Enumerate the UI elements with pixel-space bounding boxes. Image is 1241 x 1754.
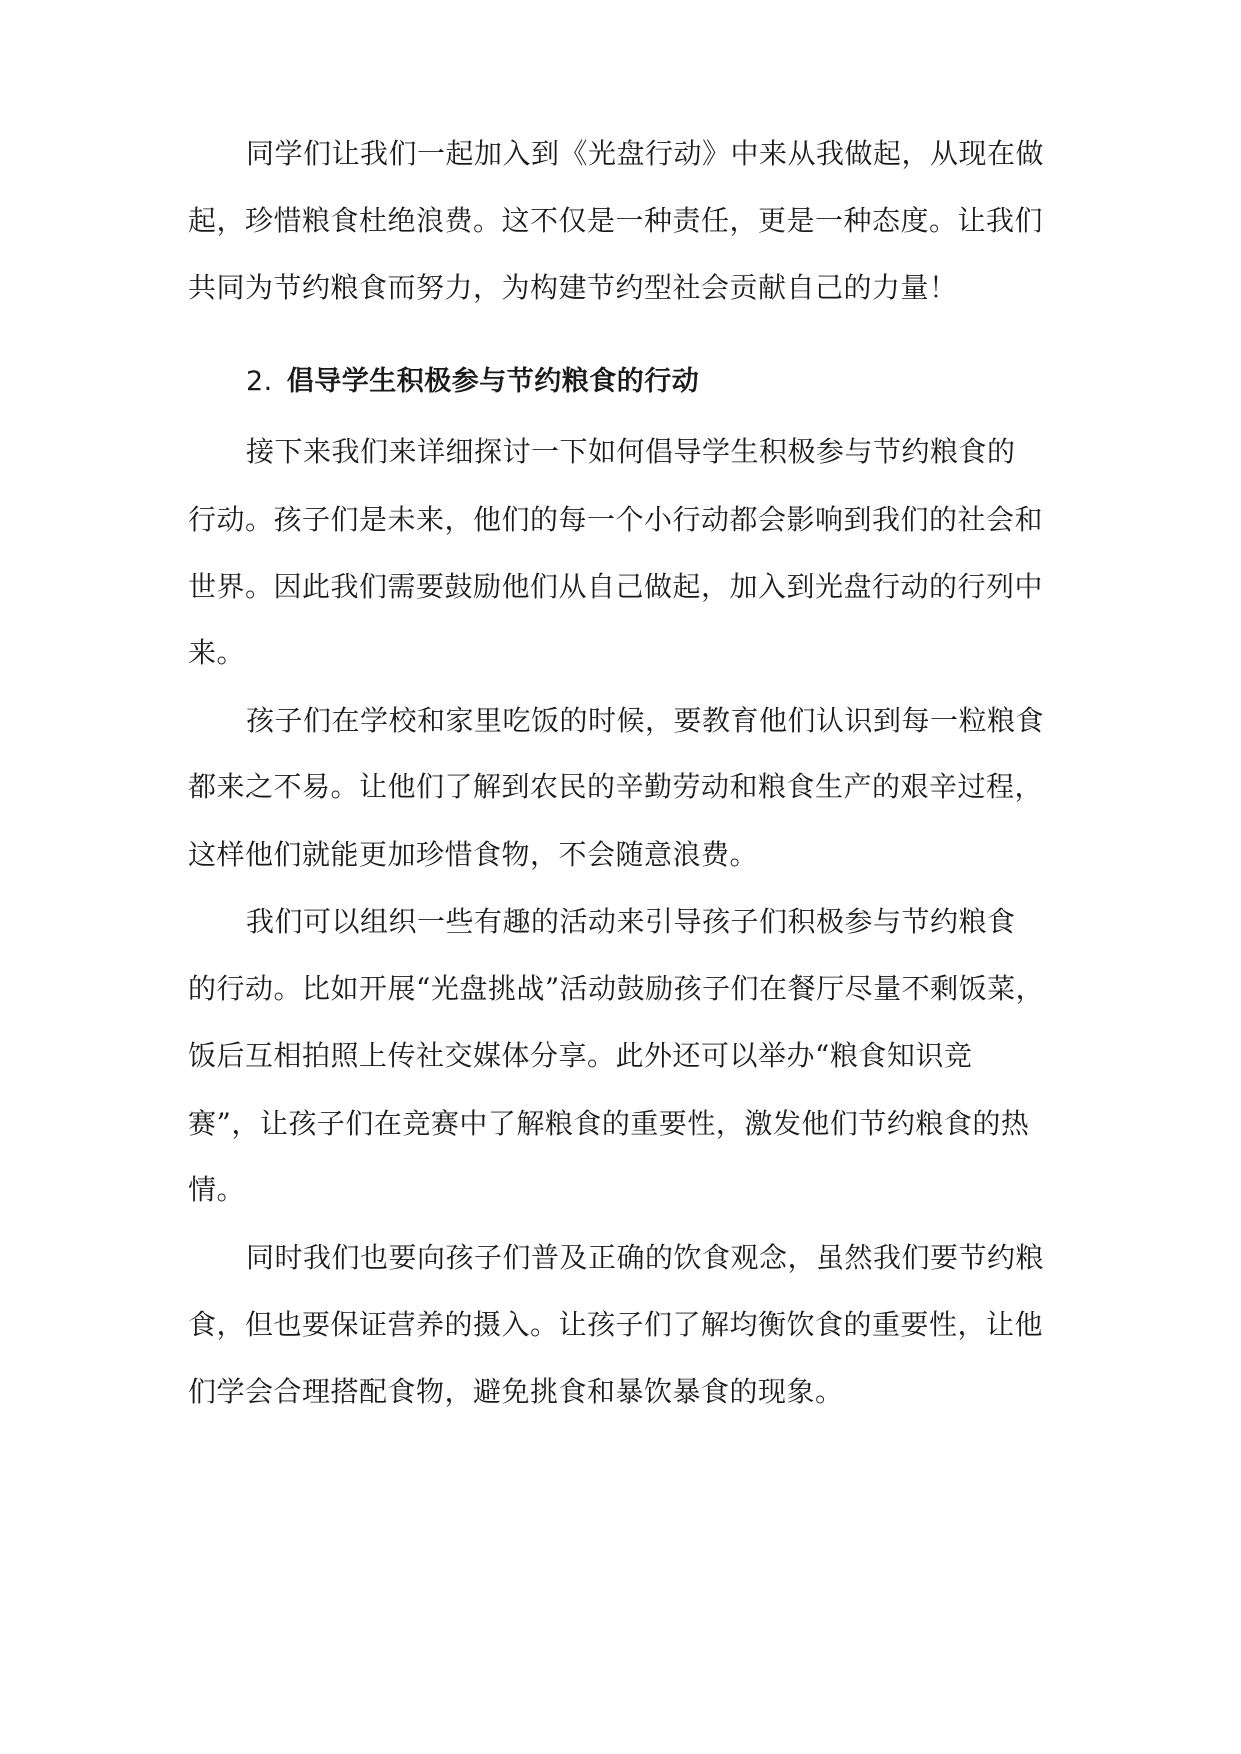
paragraph-line: 饭后互相拍照上传社交媒体分享。此外还可以举办“粮食知识竞 xyxy=(188,1039,973,1072)
section-title: 倡导学生积极参与节约粮食的行动 xyxy=(286,366,700,397)
paragraph-line: 起，珍惜粮食杜绝浪费。这不仅是一种责任，更是一种态度。让我们 xyxy=(188,204,1044,237)
paragraph-line: 共同为节约粮食而努力，为构建节约型社会贡献自己的力量！ xyxy=(188,271,958,304)
paragraph-line: 接下来我们来详细探讨一下如何倡导学生积极参与节约粮食的 xyxy=(246,435,1016,468)
paragraph-line: 的行动。比如开展“光盘挑战”活动鼓励孩子们在餐厅尽量不剩饭菜， xyxy=(188,972,1045,1005)
paragraph-line: 都来之不易。让他们了解到农民的辛勤劳动和粮食生产的艰辛过程， xyxy=(188,770,1044,803)
paragraph-line: 世界。因此我们需要鼓励他们从自己做起，加入到光盘行动的行列中 xyxy=(188,570,1044,603)
paragraph-line: 我们可以组织一些有趣的活动来引导孩子们积极参与节约粮食 xyxy=(246,905,1016,938)
section-heading xyxy=(246,362,699,402)
paragraph-line: 同时我们也要向孩子们普及正确的饮食观念，虽然我们要节约粮 xyxy=(246,1241,1045,1274)
paragraph-line: 这样他们就能更加珍惜食物，不会随意浪费。 xyxy=(188,838,759,871)
paragraph-line: 同学们让我们一起加入到《光盘行动》中来从我做起，从现在做 xyxy=(246,137,1045,170)
paragraph-line: 们学会合理搭配食物，避免挑食和暴饮暴食的现象。 xyxy=(188,1375,844,1408)
section-number: 2. xyxy=(246,366,273,397)
paragraph-line: 情。 xyxy=(188,1173,246,1206)
paragraph-line: 食，但也要保证营养的摄入。让孩子们了解均衡饮食的重要性，让他 xyxy=(188,1308,1044,1341)
paragraph-line: 来。 xyxy=(188,636,246,669)
paragraph-line: 行动。孩子们是未来，他们的每一个小行动都会影响到我们的社会和 xyxy=(188,503,1044,536)
paragraph-line: 孩子们在学校和家里吃饭的时候，要教育他们认识到每一粒粮食 xyxy=(246,704,1045,737)
paragraph-line: 赛”，让孩子们在竞赛中了解粮食的重要性，激发他们节约粮食的热 xyxy=(188,1107,1030,1140)
